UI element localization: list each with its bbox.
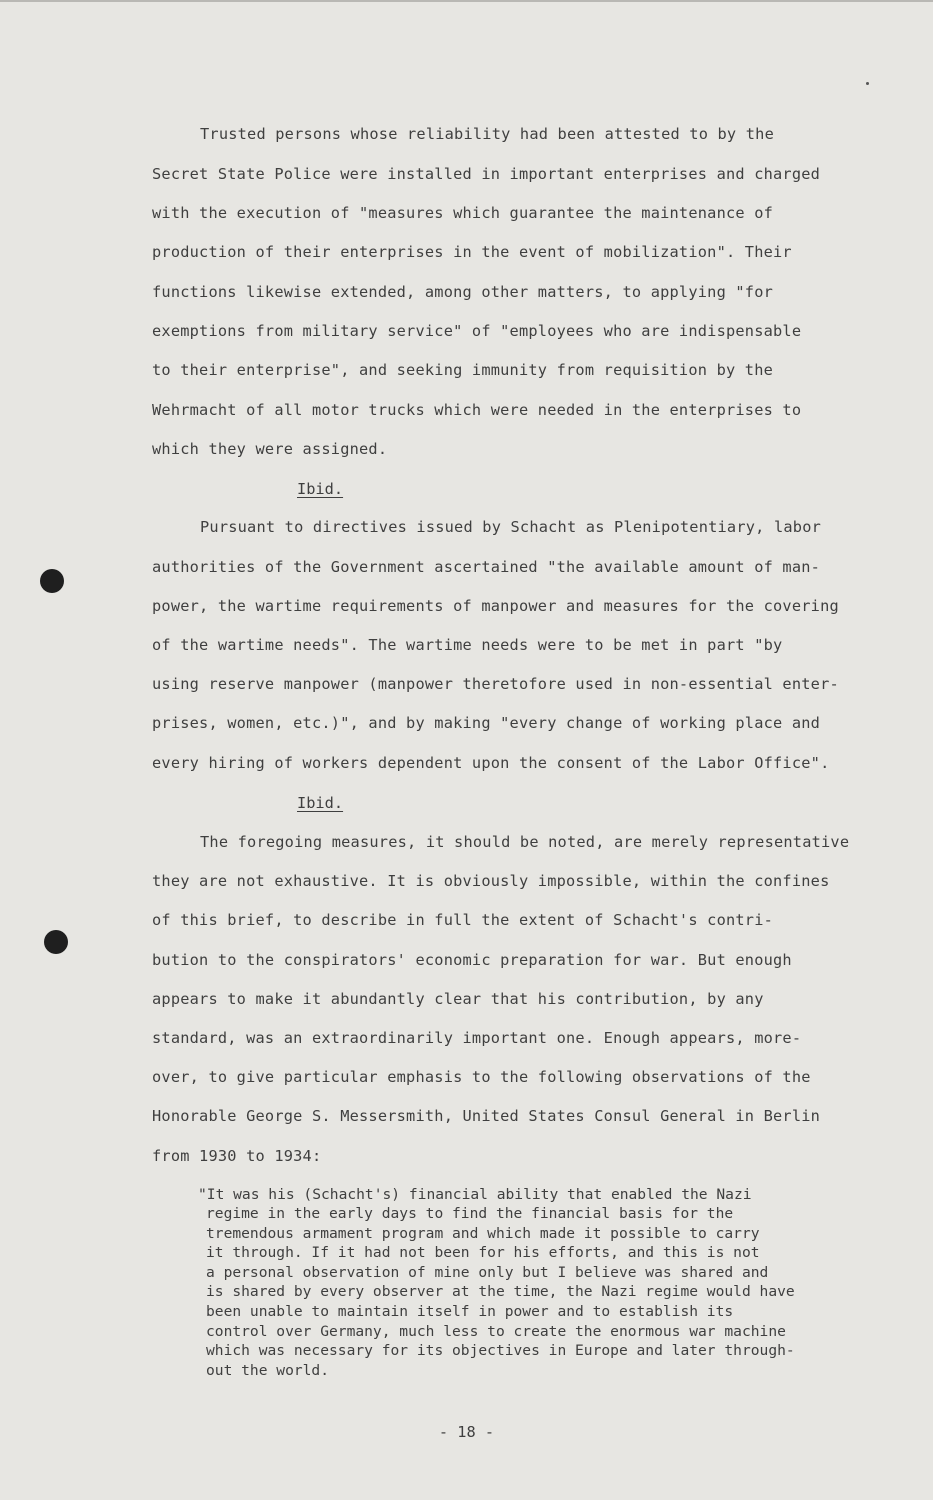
text-line: standard, was an extraordinarily important one. Enough appears, more-: [152, 1029, 802, 1047]
text-line: prises, women, etc.)", and by making "every change of working place and: [152, 714, 821, 732]
text-line: Wehrmacht of all motor trucks which were needed in the enterprises to: [152, 401, 802, 419]
quote-line: regime in the early days to find the financial basis for the: [206, 1205, 734, 1222]
text-line: production of their enterprises in the event of mobilization". Their: [152, 243, 792, 261]
punch-hole: [40, 569, 64, 593]
text-line: exemptions from military service" of "employees who are indispensable: [152, 322, 802, 340]
quote-line: tremendous armament program and which made it possible to carry: [206, 1225, 760, 1242]
text-line: Secret State Police were installed in important enterprises and charged: [152, 165, 821, 183]
page-number: - 18 -: [438, 1423, 495, 1441]
paper-speck: [866, 82, 869, 85]
text-line: over, to give particular emphasis to the following observations of the: [152, 1068, 811, 1086]
quote-line: "It was his (Schacht's) financial ability that enabled the Nazi: [198, 1186, 752, 1203]
text-line: Honorable George S. Messersmith, United States Consul General in Berlin: [152, 1107, 821, 1125]
text-line: using reserve manpower (manpower theretofore used in non-essential enter-: [152, 675, 839, 693]
text-line: power, the wartime requirements of manpower and measures for the covering: [152, 597, 839, 615]
text-line: The foregoing measures, it should be noted, are merely representative: [200, 833, 850, 851]
quote-line: which was necessary for its objectives in Europe and later through-: [206, 1342, 795, 1359]
text-line: Pursuant to directives issued by Schacht as Plenipotentiary, labor: [200, 518, 822, 536]
text-line: which they were assigned.: [152, 440, 388, 458]
citation-ibid: Ibid.: [297, 794, 344, 812]
citation-ibid: Ibid.: [297, 480, 344, 498]
quote-line: control over Germany, much less to create the enormous war machine: [206, 1323, 786, 1340]
text-line: appears to make it abundantly clear that his contribution, by any: [152, 990, 764, 1008]
quote-line: been unable to maintain itself in power and to establish its: [206, 1303, 734, 1320]
quote-line: out the world.: [206, 1362, 330, 1379]
text-line: Trusted persons whose reliability had been attested to by the: [200, 125, 774, 143]
text-line: functions likewise extended, among other matters, to applying "for: [152, 283, 774, 301]
quote-line: it through. If it had not been for his efforts, and this is not: [206, 1244, 760, 1261]
punch-hole: [44, 930, 68, 954]
text-line: of the wartime needs". The wartime needs were to be met in part "by: [152, 636, 783, 654]
text-line: to their enterprise", and seeking immunity from requisition by the: [152, 361, 774, 379]
text-line: authorities of the Government ascertained "the available amount of man-: [152, 558, 821, 576]
text-line: every hiring of workers dependent upon the consent of the Labor Office".: [152, 754, 830, 772]
quote-line: a personal observation of mine only but I believe was shared and: [206, 1264, 769, 1281]
text-line: of this brief, to describe in full the extent of Schacht's contri-: [152, 911, 774, 929]
text-line: from 1930 to 1934:: [152, 1147, 322, 1165]
quote-line: is shared by every observer at the time, the Nazi regime would have: [206, 1283, 795, 1300]
text-line: bution to the conspirators' economic preparation for war. But enough: [152, 951, 792, 969]
text-line: they are not exhaustive. It is obviously impossible, within the confines: [152, 872, 830, 890]
text-line: with the execution of "measures which guarantee the maintenance of: [152, 204, 774, 222]
